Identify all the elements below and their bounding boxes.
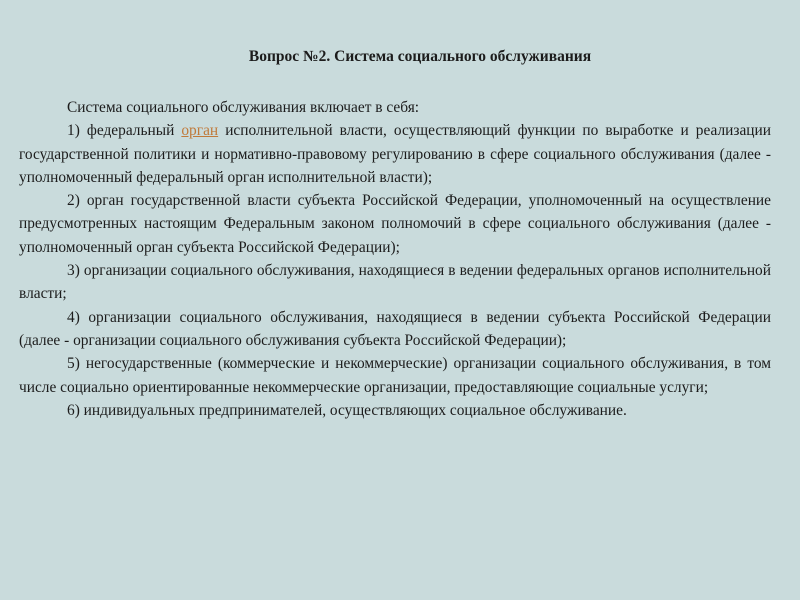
list-item-3: 3) организации социального обслуживания, находящиеся в ведении федеральных органов исполнительной власти; [19, 262, 771, 303]
intro-paragraph: Система социального обслуживания включает в себя: [67, 99, 420, 116]
list-item-4: 4) организации социального обслуживания, находящиеся в ведении субъекта Российской Федерации (далее - организации социального обслуживания субъекта Российской Федерации); [19, 308, 771, 349]
list-item-1-text-before: 1) федеральный [67, 122, 182, 140]
list-item-2: 2) орган государственной власти субъекта Российской Федерации, уполномоченный на осуществление предусмотренных настоящим Федеральным законом полномочий в сфере социального обслуживания (далее - уполномоченный орган субъекта Российской Федерации); [19, 192, 771, 256]
list-item-6: 6) индивидуальных предпринимателей, осуществляющих социальное обслуживание. [67, 401, 627, 419]
list-item-1 [19, 119, 771, 189]
list-item-1-text-after: исполнительной власти, осуществляющий функции по выработке и реализации государственной политики и нормативно-правовому регулированию в сфере социального обслуживания (далее - уполномоченный федеральный орган исполнительной власти); [19, 122, 771, 186]
slide-title: Вопрос №2. Система социального обслуживания [248, 48, 592, 65]
list-item-5: 5) негосударственные (коммерческие и некоммерческие) организации социального обслуживания, в том числе социально ориентированные некоммерческие организации, предоставляющие социальные услуги; [19, 355, 771, 396]
organ-link[interactable]: орган [181, 122, 219, 140]
slide-body [19, 96, 771, 422]
